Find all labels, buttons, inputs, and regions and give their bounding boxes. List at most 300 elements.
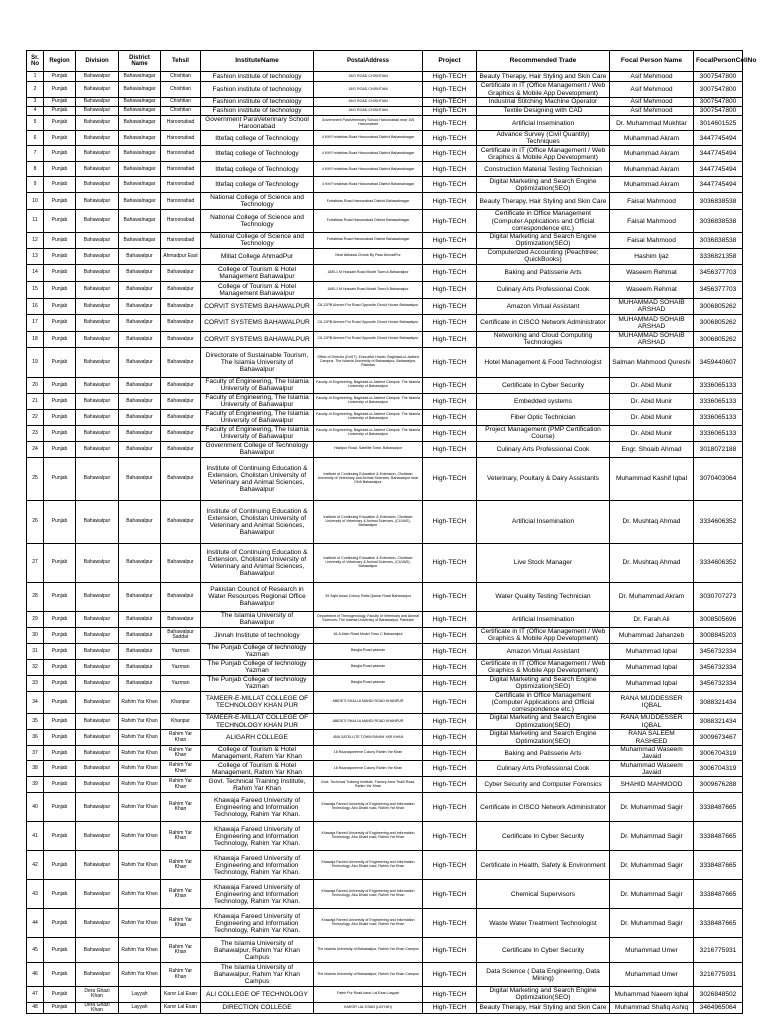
- cell-tehsil: Ahmadpur East: [161, 248, 201, 264]
- cell-tehsil: Rahim Yar Khan: [161, 851, 201, 880]
- cell-project: High-TECH: [423, 963, 477, 987]
- cell-phone: 3447745494: [694, 177, 743, 193]
- cell-trade: Beauty Therapy, Hair Styling and Skin Care: [477, 1002, 610, 1014]
- cell-region: Punjab: [44, 210, 76, 232]
- cell-sr-no: 40: [27, 793, 44, 822]
- cell-project: High-TECH: [423, 1002, 477, 1014]
- cell-phone: 3334606352: [694, 543, 743, 582]
- table-row: [27, 146, 743, 162]
- col-header-postal-address: PostalAddress: [314, 51, 423, 72]
- cell-district: Bahawalpur: [119, 264, 161, 281]
- cell-focal-person: Faisal Mahmood: [610, 193, 694, 210]
- cell-district: Bahawalpur: [119, 643, 161, 659]
- cell-institute: Ittefaq college of Technology: [201, 131, 314, 146]
- cell-project: High-TECH: [423, 146, 477, 162]
- cell-division: Bahawalpur: [76, 425, 119, 441]
- cell-postal-address: Institute of Continuing Education & Extension, Cholistan University of Veterinary and Animal Sciences, Bahawalpur near DHA Bahawalpur: [314, 457, 423, 500]
- cell-project: High-TECH: [423, 162, 477, 177]
- cell-sr-no: 11: [27, 210, 44, 232]
- cell-trade: Fiber Optic Technician: [477, 409, 610, 425]
- cell-institute: College of Tourism & Hotel Management, Rahim Yar Khan: [201, 761, 314, 777]
- cell-postal-address: Khawaja Fareed University of Engineering and Information Technology, Abu Dhabi road, Rahim Yar Khan: [314, 880, 423, 909]
- cell-institute: College of Tourism & Hotel Management Bahawalpur: [201, 264, 314, 281]
- cell-division: Bahawalpur: [76, 116, 119, 131]
- col-header-sr-no: Sr. No: [27, 51, 44, 72]
- cell-division: Bahawalpur: [76, 851, 119, 880]
- cell-region: Punjab: [44, 314, 76, 331]
- cell-trade: Embedded systems: [477, 393, 610, 409]
- cell-postal-address: ABIDE'S SHALLA MANDI ROAD KHANPUR: [314, 714, 423, 730]
- cell-district: Rahim Yar Khan: [119, 691, 161, 713]
- cell-region: Punjab: [44, 691, 76, 713]
- cell-institute: Institute of Continuing Education & Extension, Cholistan University of Veterinary and Animal Sciences, Bahawalpur: [201, 457, 314, 500]
- cell-postal-address: ABIDE'S SHALLA MANDI ROAD KHANPUR: [314, 691, 423, 713]
- col-header-project: Project: [423, 51, 477, 72]
- cell-phone: 3216775931: [694, 938, 743, 963]
- cell-project: High-TECH: [423, 909, 477, 938]
- table-row: [27, 82, 743, 98]
- cell-sr-no: 13: [27, 248, 44, 264]
- cell-sr-no: 3: [27, 98, 44, 107]
- cell-focal-person: Dr. Abid Munir: [610, 393, 694, 409]
- cell-tehsil: Yazman: [161, 643, 201, 659]
- cell-sr-no: 44: [27, 909, 44, 938]
- cell-region: Punjab: [44, 409, 76, 425]
- cell-district: Bahawalpur: [119, 611, 161, 627]
- cell-project: High-TECH: [423, 281, 477, 298]
- cell-postal-address: Bangla Road yazman: [314, 659, 423, 675]
- cell-focal-person: Dr. Abid Munir: [610, 425, 694, 441]
- table-row: [27, 691, 743, 713]
- cell-project: High-TECH: [423, 675, 477, 691]
- cell-tehsil: Khanpur: [161, 714, 201, 730]
- cell-project: High-TECH: [423, 107, 477, 116]
- cell-division: Bahawalpur: [76, 880, 119, 909]
- cell-focal-person: Dr. Muhammad Sagir: [610, 793, 694, 822]
- table-row: [27, 938, 743, 963]
- cell-phone: 3030707273: [694, 582, 743, 611]
- cell-trade: Certificate in CISCO Network Administrator: [477, 314, 610, 331]
- table-row: [27, 425, 743, 441]
- cell-sr-no: 32: [27, 659, 44, 675]
- cell-institute: College of Tourism & Hotel Management, Rahim Yar Khan: [201, 746, 314, 761]
- cell-tehsil: Bahawalpur: [161, 441, 201, 457]
- cell-sr-no: 1: [27, 72, 44, 82]
- cell-district: Bahawalnagar: [119, 193, 161, 210]
- cell-trade: Digital Marketing and Search Engine Optimization(SEO): [477, 714, 610, 730]
- cell-postal-address: Government ParaVeterinary School Haroonabad near 105 Haroonabad: [314, 116, 423, 131]
- cell-region: Punjab: [44, 730, 76, 746]
- table-row: [27, 72, 743, 82]
- cell-sr-no: 42: [27, 851, 44, 880]
- cell-project: High-TECH: [423, 627, 477, 643]
- cell-phone: 3007547800: [694, 82, 743, 98]
- cell-region: Punjab: [44, 987, 76, 1002]
- cell-phone: 3334606352: [694, 500, 743, 543]
- cell-project: High-TECH: [423, 777, 477, 793]
- cell-sr-no: 17: [27, 314, 44, 331]
- table-row: [27, 264, 743, 281]
- cell-project: High-TECH: [423, 116, 477, 131]
- cell-postal-address: 4 KM Fortabbas Road Haroonabad District Bahawalnagar: [314, 131, 423, 146]
- cell-project: High-TECH: [423, 611, 477, 627]
- cell-sr-no: 18: [27, 331, 44, 347]
- table-row: [27, 627, 743, 643]
- cell-district: Bahawalnagar: [119, 107, 161, 116]
- cell-division: Bahawalpur: [76, 314, 119, 331]
- cell-division: Bahawalpur: [76, 72, 119, 82]
- table-row: [27, 210, 743, 232]
- cell-postal-address: Khawaja Fareed University of Engineering and Information Technology, Abu Dhabi road, Rahim Yar Khan: [314, 909, 423, 938]
- cell-focal-person: Muhammad Akram: [610, 177, 694, 193]
- cell-project: High-TECH: [423, 98, 477, 107]
- cell-postal-address: 45/A SATELLITE TOWN RAHIM YAR KHAN: [314, 730, 423, 746]
- cell-district: Bahawalpur: [119, 500, 161, 543]
- cell-sr-no: 22: [27, 409, 44, 425]
- cell-focal-person: SHAHID MAHMOOD: [610, 777, 694, 793]
- cell-focal-person: Waseem Rehmat: [610, 281, 694, 298]
- cell-institute: The Islamia University of Bahawalpur, Rahim Yar Khan Campus: [201, 963, 314, 987]
- cell-focal-person: Dr. Mushtaq Ahmad: [610, 543, 694, 582]
- cell-trade: Chemical Supervisors: [477, 880, 610, 909]
- cell-trade: Textile Designing with CAD: [477, 107, 610, 116]
- cell-trade: Certificate in IT (Office Management / Web Graphics & Mobile App Development): [477, 82, 610, 98]
- cell-region: Punjab: [44, 393, 76, 409]
- cell-district: Rahim Yar Khan: [119, 880, 161, 909]
- cell-postal-address: Faculty of Engineering, Baghdad-ul-Jadeed Campus, The Islamia University of Bahawalpur: [314, 409, 423, 425]
- cell-tehsil: Rahim Yar Khan: [161, 822, 201, 851]
- cell-institute: Fashion institute of technology: [201, 107, 314, 116]
- cell-institute: Ittefaq college of Technology: [201, 162, 314, 177]
- cell-postal-address: 15/G ROAD CHISHTIAN: [314, 107, 423, 116]
- cell-tehsil: Bahawalpur: [161, 377, 201, 393]
- cell-focal-person: Hashim Ijaz: [610, 248, 694, 264]
- cell-focal-person: Dr. Muhammad Sagir: [610, 851, 694, 880]
- cell-focal-person: RANA SALEEM RASHEED: [610, 730, 694, 746]
- cell-sr-no: 30: [27, 627, 44, 643]
- cell-trade: Digital Marketing and Search Engine Optimization(SEO): [477, 177, 610, 193]
- cell-project: High-TECH: [423, 659, 477, 675]
- cell-division: Bahawalpur: [76, 281, 119, 298]
- cell-region: Punjab: [44, 659, 76, 675]
- table-row: [27, 582, 743, 611]
- cell-institute: Government College of Technology Bahawalpur: [201, 441, 314, 457]
- cell-focal-person: Dr. Muhammad Akram: [610, 582, 694, 611]
- cell-tehsil: Bahawalpur: [161, 543, 201, 582]
- cell-postal-address: Institute of Continuing Education & Extension, Cholistan University of Veterinary & Animal Sciences, (CUVAS), Bahawalpur: [314, 543, 423, 582]
- cell-tehsil: Haroonabad: [161, 116, 201, 131]
- table-row: [27, 909, 743, 938]
- cell-region: Punjab: [44, 377, 76, 393]
- table-row: [27, 611, 743, 627]
- cell-district: Rahim Yar Khan: [119, 777, 161, 793]
- cell-postal-address: 18 Razzaqueeene Colony Rahim Yar Khan: [314, 761, 423, 777]
- cell-division: Bahawalpur: [76, 714, 119, 730]
- cell-trade: Certificate In Cyber Security: [477, 822, 610, 851]
- cell-region: Punjab: [44, 582, 76, 611]
- cell-phone: 3336821358: [694, 248, 743, 264]
- cell-focal-person: RANA MUDDESSER IQBAL: [610, 714, 694, 730]
- cell-phone: 3006805262: [694, 298, 743, 314]
- cell-tehsil: Rahim Yar Khan: [161, 793, 201, 822]
- cell-tehsil: Bahawalpur: [161, 347, 201, 377]
- cell-region: Punjab: [44, 500, 76, 543]
- cell-tehsil: Bahawalpur: [161, 582, 201, 611]
- cell-postal-address: Fateh Pur Road karor Lal Esan Layyah: [314, 987, 423, 1002]
- cell-institute: Ittefaq college of Technology: [201, 146, 314, 162]
- cell-institute: Khawaja Fareed University of Engineering and Information Technology, Rahim Yar Khan.: [201, 909, 314, 938]
- table-row: [27, 457, 743, 500]
- cell-focal-person: Dr. Muhammad Sagir: [610, 909, 694, 938]
- cell-tehsil: Rahim Yar Khan: [161, 761, 201, 777]
- table-row: [27, 248, 743, 264]
- cell-region: Punjab: [44, 909, 76, 938]
- cell-phone: 3456377703: [694, 281, 743, 298]
- cell-trade: Beauty Therapy, Hair Styling and Skin Care: [477, 193, 610, 210]
- table-row: [27, 822, 743, 851]
- cell-focal-person: Muhammad Akram: [610, 162, 694, 177]
- table-row: [27, 441, 743, 457]
- cell-trade: Baking and Patisserie Arts: [477, 746, 610, 761]
- header-row: [27, 51, 743, 72]
- cell-focal-person: MUHAMMAD SOHAIB ARSHAD: [610, 331, 694, 347]
- cell-project: High-TECH: [423, 177, 477, 193]
- table-row: [27, 281, 743, 298]
- cell-tehsil: Haroonabad: [161, 162, 201, 177]
- cell-division: Bahawalpur: [76, 177, 119, 193]
- cell-sr-no: 6: [27, 131, 44, 146]
- cell-postal-address: 18/B-1 M Hussain Road Model Town A Bahawalpur: [314, 264, 423, 281]
- cell-focal-person: Muhammad Jahanzeb: [610, 627, 694, 643]
- cell-phone: 3338487665: [694, 909, 743, 938]
- cell-sr-no: 14: [27, 264, 44, 281]
- cell-division: Bahawalpur: [76, 761, 119, 777]
- cell-project: High-TECH: [423, 500, 477, 543]
- table-row: [27, 116, 743, 131]
- cell-postal-address: Faculty of Engineering, Baghdad-ul-Jadeed Campus, The Islamia University of Bahawalpur: [314, 377, 423, 393]
- cell-sr-no: 25: [27, 457, 44, 500]
- cell-postal-address: 18 Razzaqueeene Colony Rahim Yar Khan: [314, 746, 423, 761]
- cell-trade: Cyber Security and Computer Forensics: [477, 777, 610, 793]
- cell-region: Punjab: [44, 347, 76, 377]
- cell-phone: 3008505696: [694, 611, 743, 627]
- cell-project: High-TECH: [423, 377, 477, 393]
- cell-region: Punjab: [44, 72, 76, 82]
- cell-postal-address: 15/G ROAD CHISHTIAN: [314, 82, 423, 98]
- cell-institute: Khawaja Fareed University of Engineering and Information Technology, Rahim Yar Khan.: [201, 851, 314, 880]
- cell-trade: Certificate in IT (Office Management / Web Graphics & Mobile App Development): [477, 146, 610, 162]
- cell-district: Bahawalpur: [119, 347, 161, 377]
- cell-focal-person: MUHAMMAD SOHAIB ARSHAD: [610, 314, 694, 331]
- cell-project: High-TECH: [423, 938, 477, 963]
- cell-project: High-TECH: [423, 425, 477, 441]
- col-header-region: Region: [44, 51, 76, 72]
- cell-project: High-TECH: [423, 746, 477, 761]
- cell-district: Rahim Yar Khan: [119, 938, 161, 963]
- cell-institute: ALI COLLEGE OF TECHNOLOGY: [201, 987, 314, 1002]
- cell-district: Bahawalpur: [119, 627, 161, 643]
- cell-district: Bahawalnagar: [119, 116, 161, 131]
- cell-sr-no: 39: [27, 777, 44, 793]
- cell-tehsil: Rahim Yar Khan: [161, 880, 201, 909]
- cell-trade: Digital Marketing and Search Engine Optimization(SEO): [477, 675, 610, 691]
- cell-project: High-TECH: [423, 643, 477, 659]
- cell-institute: National College of Science and Technology: [201, 193, 314, 210]
- cell-district: Bahawalpur: [119, 281, 161, 298]
- cell-sr-no: 37: [27, 746, 44, 761]
- cell-sr-no: 48: [27, 1002, 44, 1014]
- cell-trade: Artificial Insemination: [477, 500, 610, 543]
- cell-focal-person: Asif Mehmood: [610, 72, 694, 82]
- table-row: [27, 193, 743, 210]
- cell-tehsil: Rahim Yar Khan: [161, 909, 201, 938]
- cell-postal-address: KAROR LAL ESAN (LAYYAH): [314, 1002, 423, 1014]
- cell-trade: Culinary Arts Professional Cook: [477, 281, 610, 298]
- cell-project: High-TECH: [423, 851, 477, 880]
- cell-sr-no: 41: [27, 822, 44, 851]
- cell-institute: Millat College AhmadPur: [201, 248, 314, 264]
- cell-phone: 3006805262: [694, 331, 743, 347]
- cell-focal-person: Engr. Shoaib Ahmad: [610, 441, 694, 457]
- cell-division: Bahawalpur: [76, 264, 119, 281]
- cell-postal-address: The Islamia University of Bahawalpur, Rahim Yar Khan Campus: [314, 963, 423, 987]
- cell-institute: Fashion institute of technology: [201, 98, 314, 107]
- cell-tehsil: Bahawalpur: [161, 331, 201, 347]
- table-row: [27, 377, 743, 393]
- cell-sr-no: 2: [27, 82, 44, 98]
- cell-district: Bahawalpur: [119, 409, 161, 425]
- cell-division: Bahawalpur: [76, 193, 119, 210]
- table-row: [27, 131, 743, 146]
- cell-institute: Government ParaVeterinary School Haroonabad: [201, 116, 314, 131]
- cell-sr-no: 9: [27, 177, 44, 193]
- cell-trade: Advance Survey (Civil Quantity) Techniques: [477, 131, 610, 146]
- cell-project: High-TECH: [423, 264, 477, 281]
- cell-sr-no: 12: [27, 232, 44, 248]
- cell-district: Rahim Yar Khan: [119, 909, 161, 938]
- cell-tehsil: Haroonabad: [161, 177, 201, 193]
- cell-sr-no: 31: [27, 643, 44, 659]
- cell-postal-address: Khawaja Fareed University of Engineering and Information Technology, Abu Dhabi road, Rahim Yar Khan: [314, 793, 423, 822]
- cell-district: Rahim Yar Khan: [119, 851, 161, 880]
- cell-region: Punjab: [44, 777, 76, 793]
- cell-phone: 3007547800: [694, 98, 743, 107]
- cell-institute: The Punjab College of technology Yazman: [201, 675, 314, 691]
- col-header-focal-person: Focal Person Name: [610, 51, 694, 72]
- cell-region: Punjab: [44, 281, 76, 298]
- cell-division: Bahawalpur: [76, 409, 119, 425]
- cell-district: Bahawalpur: [119, 441, 161, 457]
- cell-trade: Digital Marketing and Search Engine Optimization(SEO): [477, 730, 610, 746]
- cell-institute: Khawaja Fareed University of Engineering and Information Technology, Rahim Yar Khan.: [201, 793, 314, 822]
- cell-phone: 3009676288: [694, 777, 743, 793]
- cell-district: Rahim Yar Khan: [119, 761, 161, 777]
- cell-sr-no: 29: [27, 611, 44, 627]
- cell-district: Bahawalpur: [119, 393, 161, 409]
- cell-division: Dera Ghazi Khan: [76, 1002, 119, 1014]
- cell-division: Bahawalpur: [76, 582, 119, 611]
- cell-phone: 3456732334: [694, 643, 743, 659]
- cell-region: Punjab: [44, 761, 76, 777]
- cell-district: Rahim Yar Khan: [119, 730, 161, 746]
- cell-region: Punjab: [44, 146, 76, 162]
- cell-region: Punjab: [44, 822, 76, 851]
- cell-sr-no: 19: [27, 347, 44, 377]
- cell-project: High-TECH: [423, 793, 477, 822]
- table-row: [27, 98, 743, 107]
- cell-tehsil: Bahawalpur: [161, 425, 201, 441]
- cell-trade: Hotel Management & Food Technologist: [477, 347, 610, 377]
- cell-project: High-TECH: [423, 582, 477, 611]
- cell-division: Bahawalpur: [76, 393, 119, 409]
- cell-sr-no: 24: [27, 441, 44, 457]
- cell-district: Rahim Yar Khan: [119, 714, 161, 730]
- cell-postal-address: Hasilpur Road, Satellite Town, Bahawalpur: [314, 441, 423, 457]
- cell-tehsil: Bahawalpur Saddar: [161, 627, 201, 643]
- cell-trade: Certificate in Health, Safety & Environment: [477, 851, 610, 880]
- cell-focal-person: Dr. Abid Munir: [610, 409, 694, 425]
- cell-focal-person: RANA MUDDESSER IQBAL: [610, 691, 694, 713]
- cell-postal-address: Fortabbas Road Haroonabad District Bahawalnagar: [314, 232, 423, 248]
- cell-region: Punjab: [44, 425, 76, 441]
- cell-trade: Water Quality Testing Technician: [477, 582, 610, 611]
- cell-trade: Amazon Virtual Assistant: [477, 643, 610, 659]
- cell-sr-no: 5: [27, 116, 44, 131]
- cell-tehsil: Chishtian: [161, 98, 201, 107]
- cell-trade: Waste Water Treatment Technologist: [477, 909, 610, 938]
- table-row: [27, 177, 743, 193]
- cell-division: Bahawalpur: [76, 777, 119, 793]
- cell-sr-no: 43: [27, 880, 44, 909]
- cell-project: High-TECH: [423, 441, 477, 457]
- table-row: [27, 1002, 743, 1014]
- cell-tehsil: Rahim Yar Khan: [161, 730, 201, 746]
- cell-institute: TAMEER-E-MILLAT COLLEGE OF TECHNOLOGY KHAN PUR: [201, 691, 314, 713]
- cell-project: High-TECH: [423, 193, 477, 210]
- cell-phone: 3338487665: [694, 822, 743, 851]
- cell-phone: 3447745494: [694, 162, 743, 177]
- cell-tehsil: Bahawalpur: [161, 264, 201, 281]
- col-header-trade: Recommended Trade: [477, 51, 610, 72]
- cell-trade: Project Management (PMP Certification Course): [477, 425, 610, 441]
- cell-phone: 3026848502: [694, 987, 743, 1002]
- table-row: [27, 543, 743, 582]
- col-header-institute: InstituteName: [201, 51, 314, 72]
- cell-region: Punjab: [44, 543, 76, 582]
- cell-postal-address: C8-12PB Ahmed Pur Road Opposite Circuit House Bahawalpur: [314, 298, 423, 314]
- cell-tehsil: Haroonabad: [161, 210, 201, 232]
- cell-focal-person: Muhammad Waseem Javaid: [610, 761, 694, 777]
- cell-division: Bahawalpur: [76, 611, 119, 627]
- cell-project: High-TECH: [423, 131, 477, 146]
- cell-division: Bahawalpur: [76, 146, 119, 162]
- cell-postal-address: 4 KM Fortabbas Road Haroonabad District Bahawalnagar: [314, 146, 423, 162]
- table-row: [27, 162, 743, 177]
- cell-postal-address: C8-12PB Ahmed Pur Road Opposite Circuit House Bahawalpur: [314, 314, 423, 331]
- cell-project: High-TECH: [423, 210, 477, 232]
- table-row: [27, 714, 743, 730]
- cell-division: Bahawalpur: [76, 131, 119, 146]
- cell-postal-address: 16-A Main Road Model Town C Bahawalpur: [314, 627, 423, 643]
- cell-division: Bahawalpur: [76, 331, 119, 347]
- table-row: [27, 730, 743, 746]
- cell-region: Punjab: [44, 131, 76, 146]
- cell-district: Bahawalpur: [119, 248, 161, 264]
- cell-postal-address: Institute of Continuing Education & Extension, Cholistan University of Veterinary & Animal Sciences, (CUVAS), Bahawalpur: [314, 500, 423, 543]
- cell-trade: Veterinary, Poultary & Dairy Assistants: [477, 457, 610, 500]
- col-header-division: Division: [76, 51, 119, 72]
- cell-district: Rahim Yar Khan: [119, 793, 161, 822]
